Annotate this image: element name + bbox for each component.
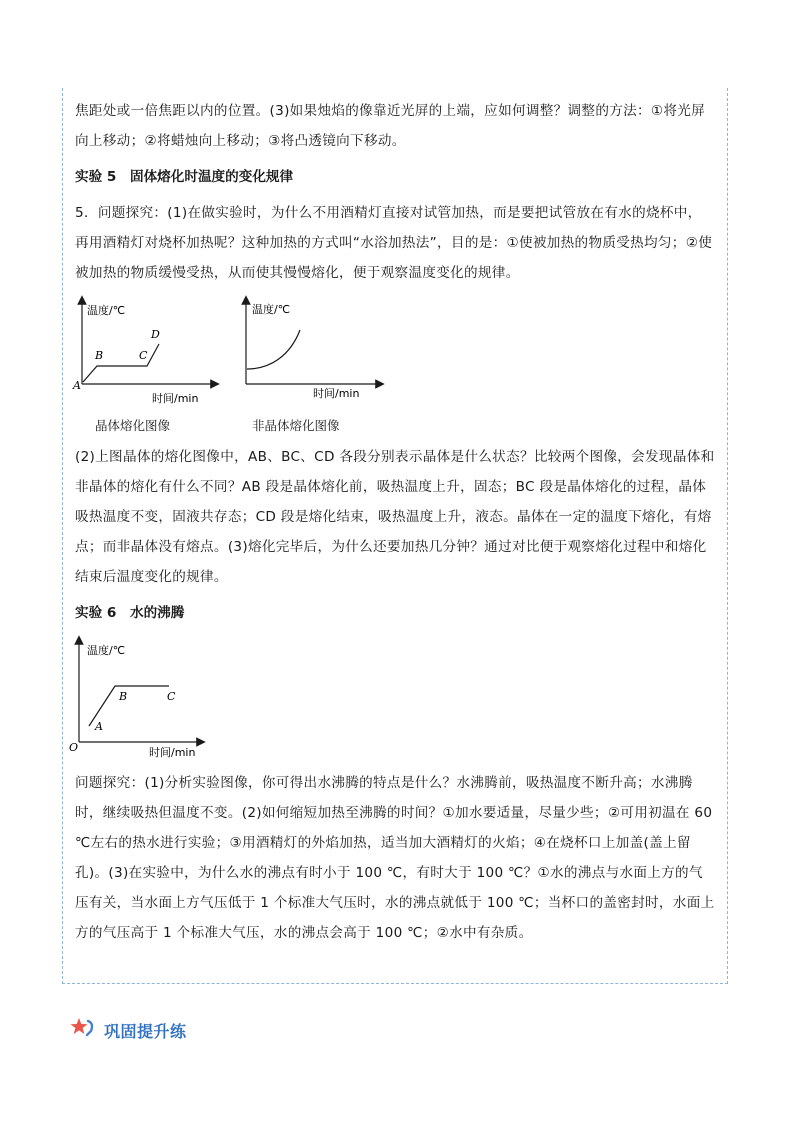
paragraph-lens-adjust: 焦距处或一倍焦距以内的位置。(3)如果烛焰的像靠近光屏的上端，应如何调整？调整的方法：①将光屏向上移动；②将蜡烛向上移动；③将凸透镜向下移动。: [75, 103, 706, 149]
content-inner: [69, 96, 715, 948]
origin-o: O: [69, 741, 79, 754]
boiling-point-c: C: [167, 690, 176, 703]
crystal-y-label: 温度/℃: [87, 304, 126, 317]
point-d: D: [151, 328, 160, 341]
boiling-point-b: B: [119, 690, 128, 703]
amorphous-y-label: 温度/℃: [252, 303, 291, 316]
crystal-melting-graph: [73, 296, 225, 433]
experiment-5-heading: 实验 5 固体熔化时温度的变化规律: [75, 169, 294, 185]
section-footer: [70, 1016, 187, 1044]
amorphous-caption: 非晶体熔化图像: [252, 418, 340, 433]
boiling-point-a: A: [95, 720, 103, 733]
amorphous-x-label: 时间/min: [313, 387, 360, 400]
boiling-graph: [69, 634, 715, 762]
footer-title: 巩固提升练: [104, 1021, 187, 1041]
point-c: C: [139, 349, 148, 362]
melting-graphs-row: [75, 296, 715, 436]
content-box: [62, 88, 728, 984]
paragraph-exp5-q1: 5．问题探究：(1)在做实验时，为什么不用酒精灯直接对试管加热，而是要把试管放在有水的烧杯中，再用酒精灯对烧杯加热呢？这种加热的方式叫“水浴加热法”，目的是：①使被加热的物质受热均匀；②使被加热的物质缓慢受热，从而使其慢慢熔化，便于观察温度变化的规律。: [75, 205, 713, 281]
boiling-y-label: 温度/℃: [87, 644, 126, 657]
amorphous-melting-graph: [240, 296, 390, 433]
crystal-x-label: 时间/min: [152, 392, 199, 405]
crystal-caption: 晶体熔化图像: [95, 418, 171, 433]
experiment-6-heading: 实验 6 水的沸腾: [75, 605, 185, 621]
boiling-x-label: 时间/min: [149, 746, 196, 759]
paragraph-exp6-q: 问题探究：(1)分析实验图像，你可得出水沸腾的特点是什么？水沸腾前，吸热温度不断升高；水沸腾时，继续吸热但温度不变。(2)如何缩短加热至沸腾的时间？①加水要适量，尽量少些；②可用初温在 60 ℃左右的热水进行实验；③用酒精灯的外焰加热，适当加大酒精灯的火焰；④在烧杯口上加盖(盖上留孔)。(3)在实验中，为什么水的沸点有时小于 100 ℃，有时大于 100 ℃？①水的沸点与水面上方的气压有关，当水面上方气压低于 1 个标准大气压时，水的沸点就低于 100 ℃；当杯口的盖密封时，水面上方的气压高于 1 个标准大气压，水的沸点会高于 100 ℃；②水中有杂质。: [75, 775, 715, 941]
point-b: B: [95, 349, 104, 362]
star-icon: [70, 1017, 96, 1043]
paragraph-exp5-q2: (2)上图晶体的熔化图像中，AB、BC、CD 各段分别表示晶体是什么状态？比较两个图像，会发现晶体和非晶体的熔化有什么不同？AB 段是晶体熔化前，吸热温度上升，固态；BC 段是晶体熔化的过程，晶体吸热温度不变，固液共存态；CD 段是熔化结束，吸热温度上升，液态。晶体在一定的温度下熔化，有熔点；而非晶体没有熔点。(3)熔化完毕后，为什么还要加热几分钟？通过对比便于观察熔化过程中和熔化结束后温度变化的规律。: [75, 449, 715, 585]
point-a: A: [73, 379, 81, 392]
